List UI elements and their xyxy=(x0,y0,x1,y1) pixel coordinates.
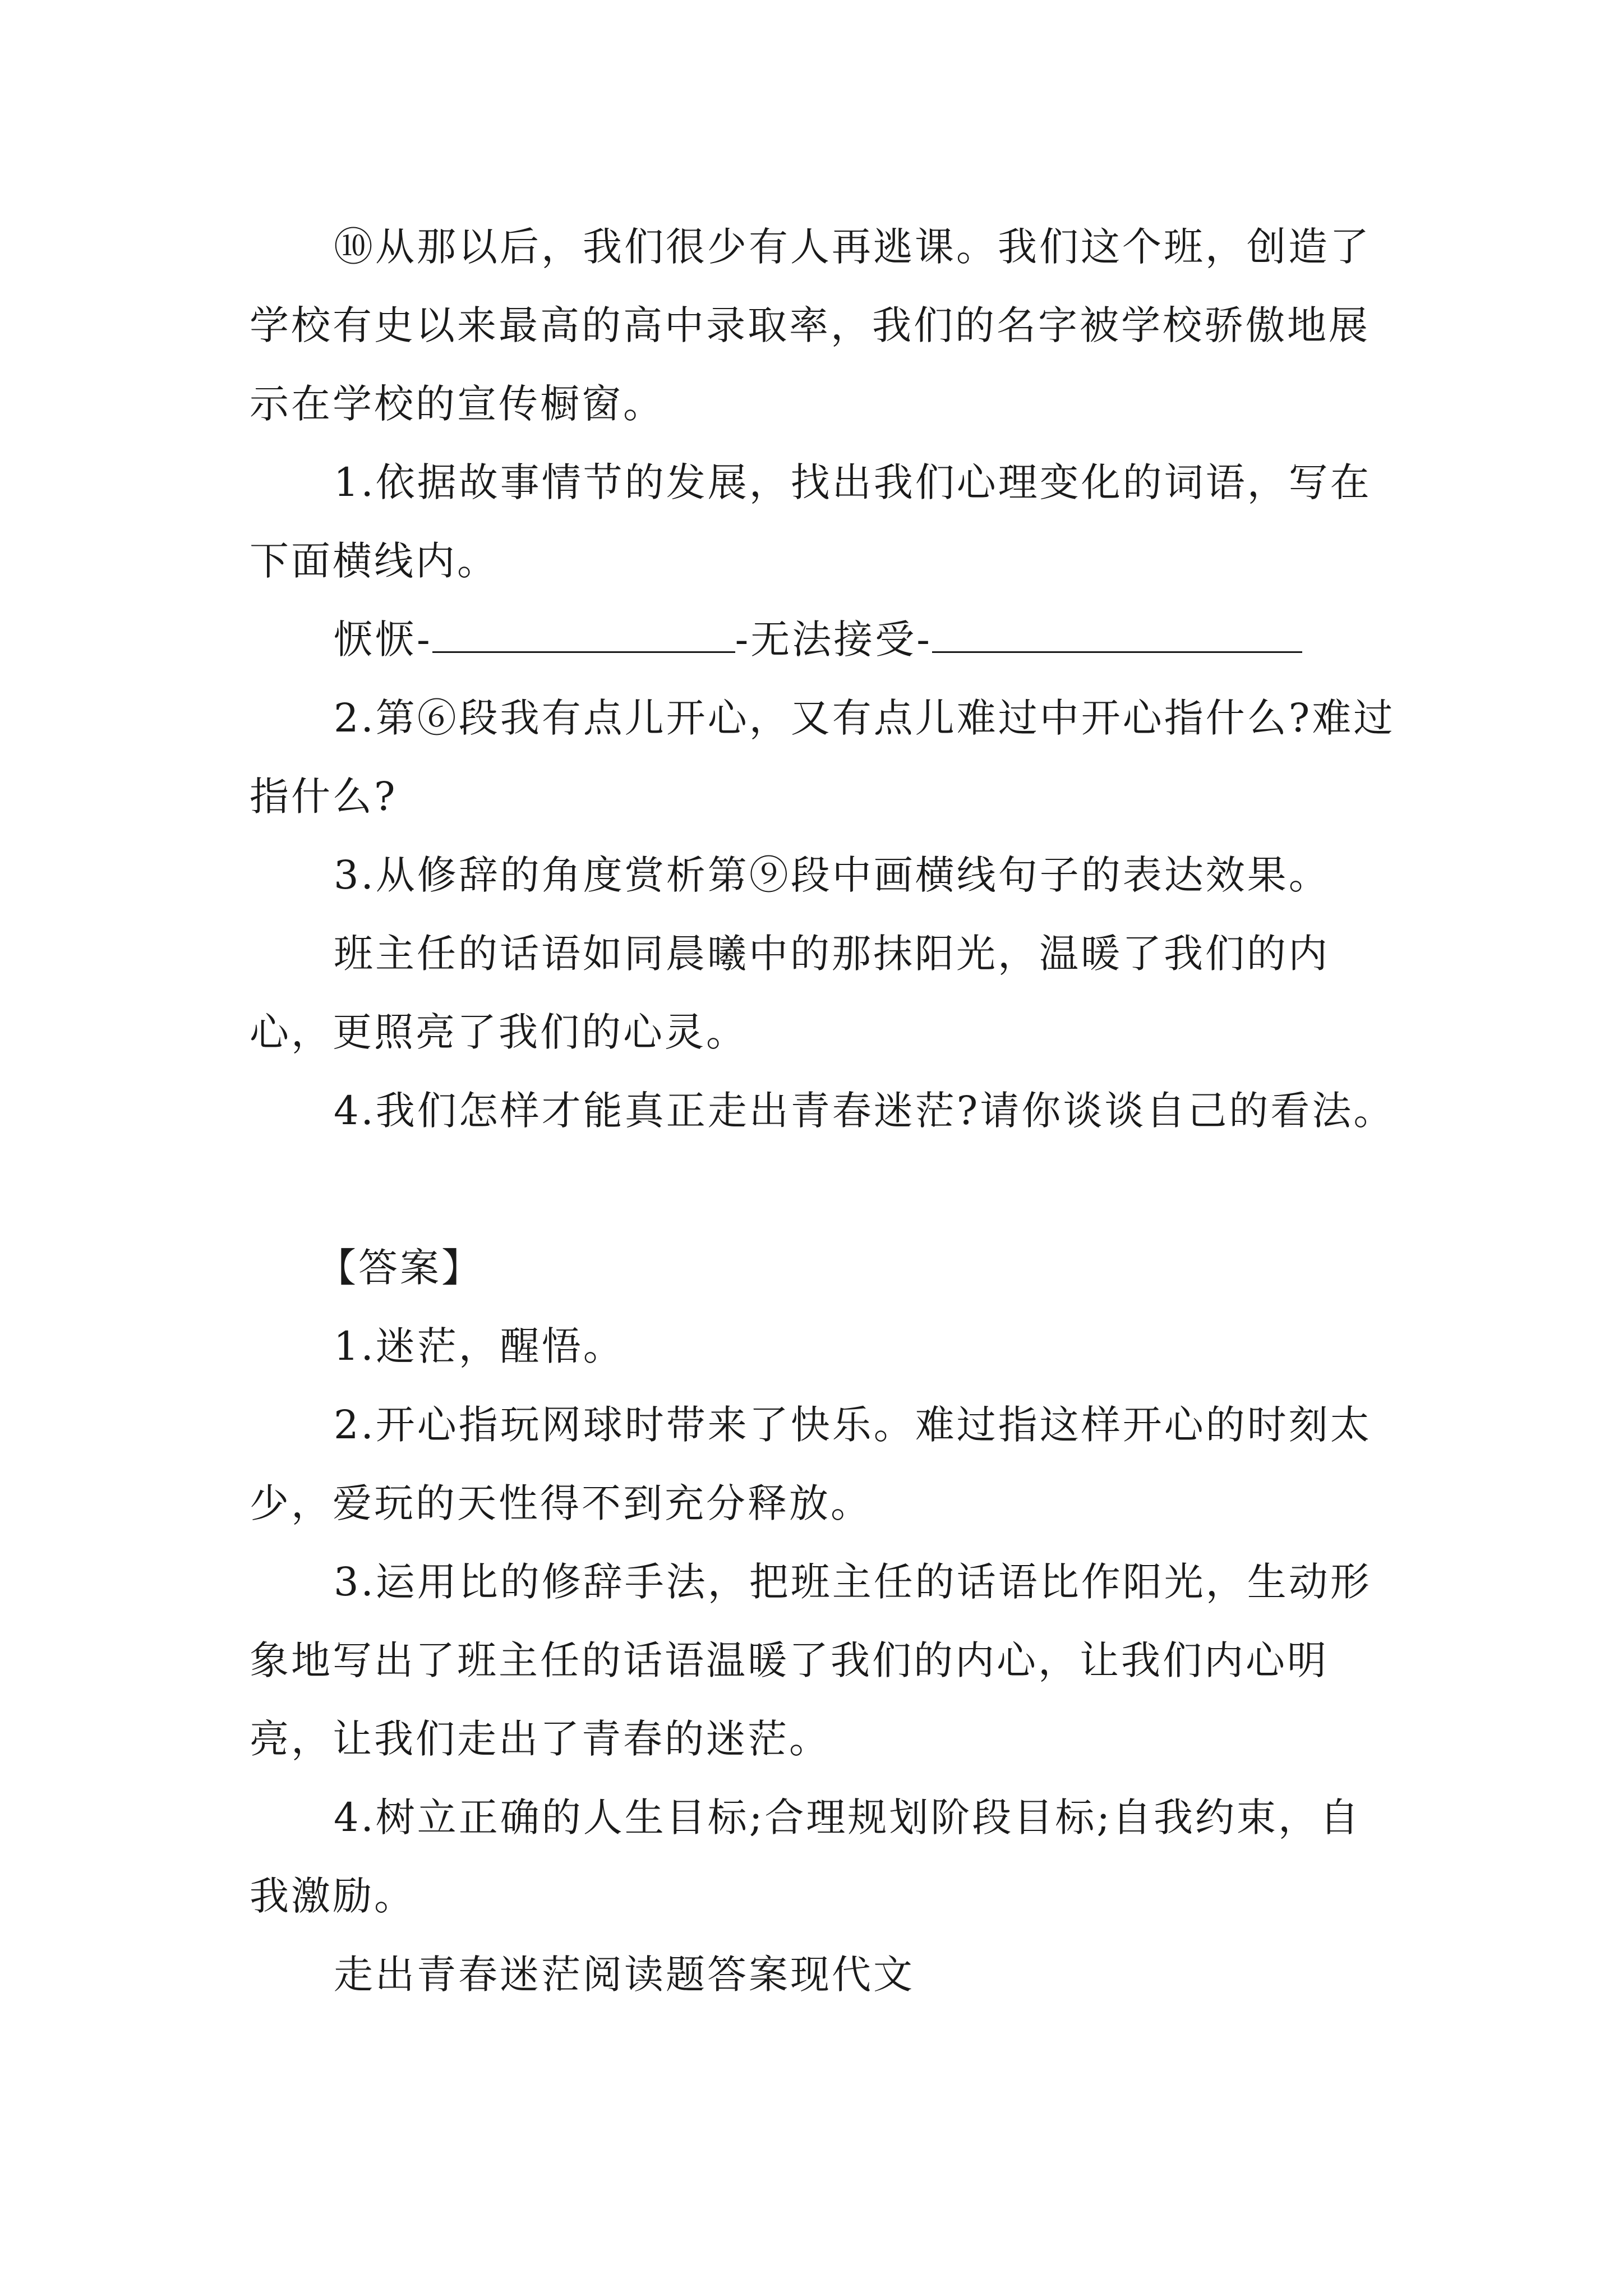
question-1: 1.依据故事情节的发展，找出我们心理变化的词语，写在下面横线内。 xyxy=(250,459,1372,584)
paragraph-10: ⑩从那以后，我们很少有人再逃课。我们这个班，创造了学校有史以来最高的高中录取率，我们的名字被学校骄傲地展示在学校的宣传橱窗。 xyxy=(250,224,1371,427)
fill-middle-word: -无法接受- xyxy=(735,616,932,662)
question-1-fill-line xyxy=(250,600,1399,679)
question-3-quote: 班主任的话语如同晨曦中的那抹阳光，温暖了我们的内心，更照亮了我们的心灵。 xyxy=(250,931,1330,1055)
question-3: 3.从修辞的角度赏析第⑨段中画横线句子的表达效果。 xyxy=(334,852,1330,898)
question-2: 2.第⑥段我有点儿开心，又有点儿难过中开心指什么?难过指什么? xyxy=(250,695,1395,820)
answer-heading: 【答案】 xyxy=(317,1245,483,1291)
answer-3: 3.运用比的修辞手法，把班主任的话语比作阳光，生动形象地写出了班主任的话语温暖了我们的内心，让我们内心明亮，让我们走出了青春的迷茫。 xyxy=(250,1559,1372,1762)
answer-2: 2.开心指玩网球时带来了快乐。难过指这样开心的时刻太少，爱玩的天性得不到充分释放。 xyxy=(250,1402,1372,1526)
fill-blank-1[interactable] xyxy=(432,618,735,653)
fill-blank-2[interactable] xyxy=(932,618,1302,653)
question-4: 4.我们怎样才能真正走出青春迷茫?请你谈谈自己的看法。 xyxy=(334,1088,1395,1134)
answer-1: 1.迷茫，醒悟。 xyxy=(334,1323,625,1369)
fill-start-word: 恹恹- xyxy=(334,616,432,662)
answer-4: 4.树立正确的人生目标;合理规划阶段目标;自我约束，自我激励。 xyxy=(250,1795,1361,1919)
next-article-title: 走出青春迷茫阅读题答案现代文 xyxy=(334,1952,915,1998)
